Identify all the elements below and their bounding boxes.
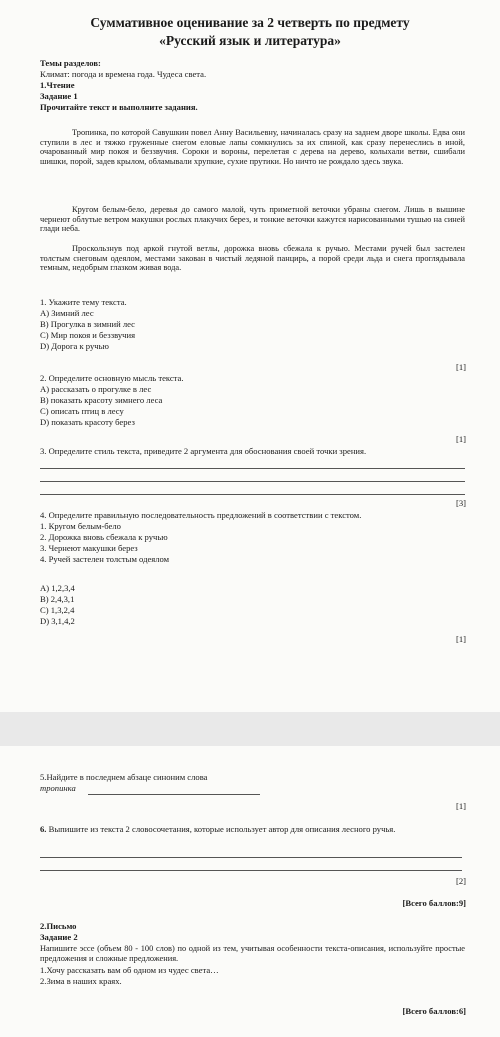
topics-label: Темы разделов: <box>40 58 101 68</box>
q1-option-c: С) Мир покоя и беззвучия <box>40 330 136 340</box>
q4-option-d: D) 3,1,4,2 <box>40 616 75 626</box>
page-gap <box>0 712 500 746</box>
q4-item-3: 3. Чернеют макушки берез <box>40 543 138 553</box>
q2-option-b: В) показать красоту зимнего леса <box>40 395 163 405</box>
q4-item-2: 2. Дорожка вновь сбежала к ручью <box>40 532 168 542</box>
q2-option-c: С) описать птиц в лесу <box>40 406 124 416</box>
text-paragraph-3: Проскользнув под аркой гнутой ветлы, дорожка вновь сбежала к ручью. Местами ручей был застелен толстым снеговым одеялом, местами закован в чистый ледяной панцирь, а порой среди льда и снега проглядывала темным, недобрым глазком живая вода. <box>40 244 465 273</box>
topics-text: Климат: погода и времена года. Чудеса света. <box>40 69 207 79</box>
q2-option-d: D) показать красоту берез <box>40 417 135 427</box>
q4-item-1: 1. Кругом белым-бело <box>40 521 121 531</box>
page-2 <box>0 746 500 1037</box>
q1-option-b: В) Прогулка в зимний лес <box>40 319 135 329</box>
text-paragraph-1: Тропинка, по которой Савушкин повел Анну Васильевну, начиналась сразу на заднем дворе школы. Едва они ступили в лес и тяжко груженные снегом еловые лапы сомкнулись за их спиной, как сразу перенеслись в иной, очарованный мир покоя и беззвучия. Сороки и вороны, перелетая с дерева на дерево, колыхали ветви, сшибали шишки, порой, задев крылом, обламывали хрупкие, сухие прутики. Но ничто не рождало здесь звука. <box>40 128 465 166</box>
q4-option-b: В) 2,4,3,1 <box>40 594 75 604</box>
question-2: 2. Определите основную мысль текста. <box>40 373 184 383</box>
q3-mark: [3] <box>455 498 466 508</box>
q5-answer-line[interactable] <box>88 794 260 795</box>
q3-answer-line-1[interactable] <box>40 468 465 469</box>
document-title-line2: «Русский язык и литература» <box>159 33 341 48</box>
task-2-heading: Задание 2 <box>40 932 78 942</box>
q1-option-d: D) Дорога к ручью <box>40 341 109 351</box>
q1-mark: [1] <box>455 362 466 372</box>
writing-section-heading: 2.Письмо <box>40 921 77 931</box>
reading-section-heading: 1.Чтение <box>40 80 75 90</box>
q6-answer-line-1[interactable] <box>40 857 462 858</box>
q4-item-4: 4. Ручей застелен толстым одеялом <box>40 554 170 564</box>
essay-topic-2: 2.Зима в наших краях. <box>40 976 122 986</box>
task-2-instruction: Напишите эссе (объем 80 - 100 слов) по одной из тем, учитывая особенности текста-описания, используйте простые предложения и сложные предложения. <box>40 944 465 963</box>
q4-option-c: С) 1,3,2,4 <box>40 605 75 615</box>
q5-mark: [1] <box>455 801 466 811</box>
question-4: 4. Определите правильную последовательность предложений в соответствии с текстом. <box>40 510 362 520</box>
q6-text: Выпишите из текста 2 словосочетания, которые использует автор для описания лесного ручья. <box>48 824 396 834</box>
total-score-2: [Всего баллов:6] <box>402 1006 466 1016</box>
question-6 <box>40 825 468 835</box>
q6-answer-line-2[interactable] <box>40 870 462 871</box>
q2-mark: [1] <box>455 434 466 444</box>
task-1-heading: Задание 1 <box>40 91 78 101</box>
q5-word: тропинка <box>40 783 76 793</box>
task-1-instruction: Прочитайте текст и выполните задания. <box>40 102 198 112</box>
q4-mark: [1] <box>455 634 466 644</box>
question-3: 3. Определите стиль текста, приведите 2 аргумента для обоснования своей точки зрения. <box>40 446 367 456</box>
essay-topic-1: 1.Хочу рассказать вам об одном из чудес света… <box>40 965 219 975</box>
document-title-line1: Суммативное оценивание за 2 четверть по предмету <box>90 15 410 30</box>
question-1: 1. Укажите тему текста. <box>40 297 127 307</box>
q2-option-a: А) рассказать о прогулке в лес <box>40 384 152 394</box>
q3-answer-line-3[interactable] <box>40 494 465 495</box>
q4-option-a: А) 1,2,3,4 <box>40 583 75 593</box>
q6-number: 6. <box>40 824 47 834</box>
q3-answer-line-2[interactable] <box>40 481 465 482</box>
total-score-1: [Всего баллов:9] <box>402 898 466 908</box>
q6-mark: [2] <box>455 876 466 886</box>
text-paragraph-2: Кругом белым-бело, деревья до самого малой, чуть приметной веточки убраны снегом. Лишь в вышине чернеют облутые ветром макушки рослых плакучих берез, и тонкие веточки кажутся нарисованными тушью на синей глади неба. <box>40 205 465 234</box>
q1-option-a: А) Зимний лес <box>40 308 94 318</box>
question-5: 5.Найдите в последнем абзаце синоним слова <box>40 772 208 782</box>
